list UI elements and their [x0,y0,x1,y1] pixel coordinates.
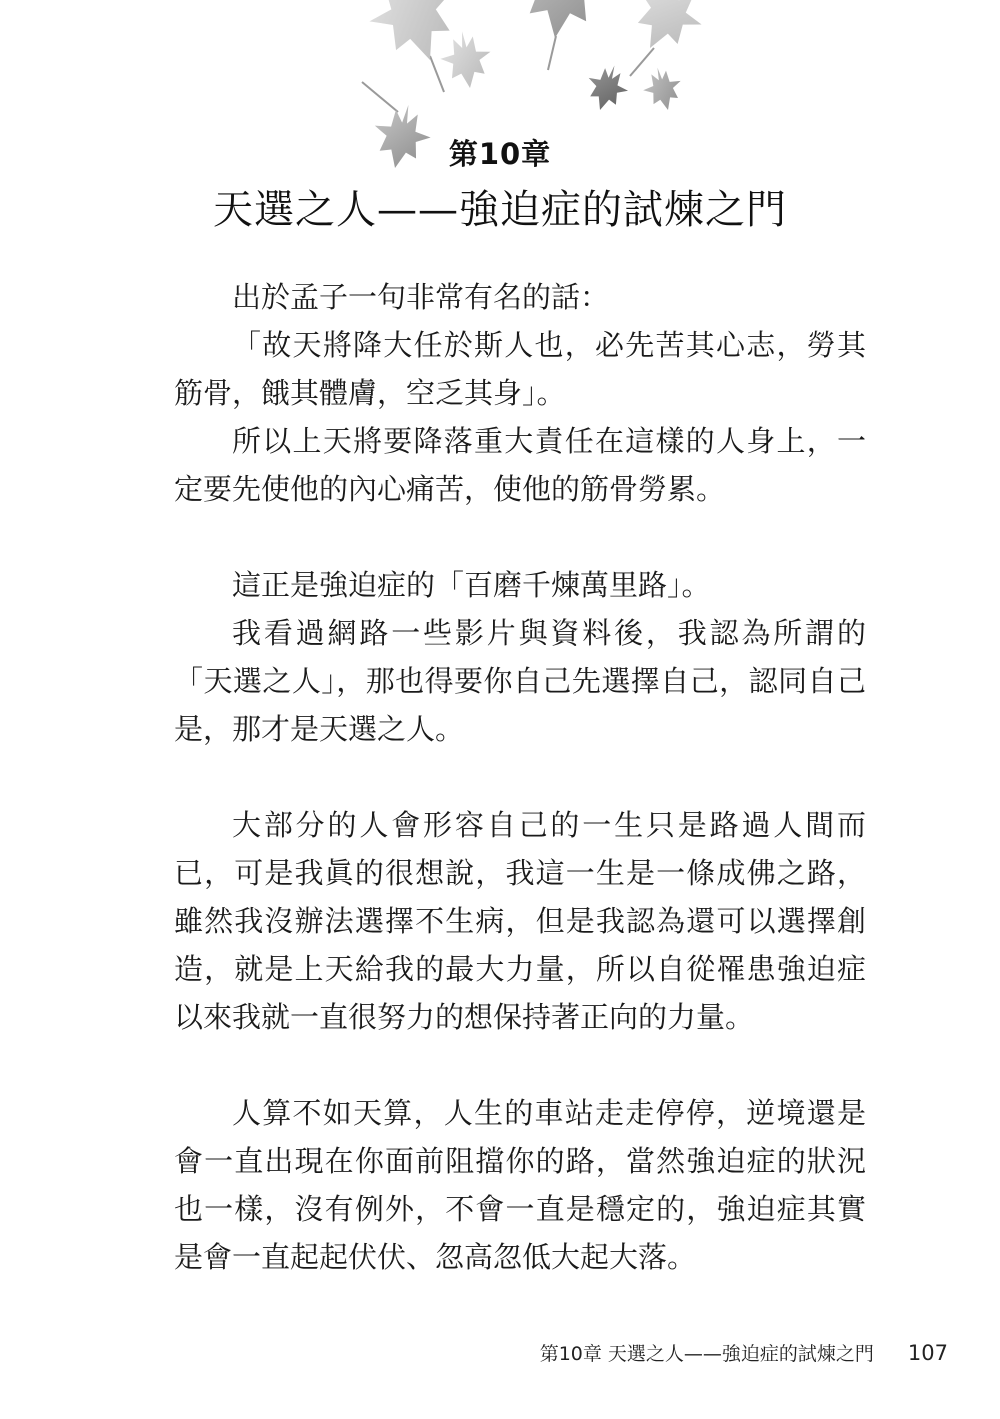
running-footer [540,1339,948,1366]
paragraph: 所以上天將要降落重大責任在這樣的人身上，一定要先使他的內心痛苦，使他的筋骨勞累。 [174,424,866,506]
paragraph: 大部分的人會形容自己的一生只是路過人間而已，可是我眞的很想說，我這一生是一條成佛之路，雖然我沒辦法選擇不生病，但是我認為還可以選擇創造，就是上天給我的最大力量，所以自從罹患強迫症以來我就一直很努力的想保持著正向的力量。 [174,808,866,1034]
chapter-body [174,273,866,1281]
page-number: 107 [907,1341,948,1365]
running-title: 第10章 天選之人——強迫症的試煉之門 [539,1343,874,1365]
paragraph: 出於孟子一句非常有名的話： [232,280,610,314]
paragraph: 「故天將降大任於斯人也，必先苦其心志，勞其筋骨，餓其體膚，空乏其身」。 [174,328,866,410]
chapter-number: 第10章 [448,137,552,171]
paragraph: 這正是強迫症的「百磨千煉萬里路」。 [232,568,711,602]
paragraph: 人算不如天算，人生的車站走走停停，逆境還是會一直出現在你面前阻擋你的路，當然強迫症的狀況也一樣，沒有例外，不會一直是穩定的，強迫症其實是會一直起起伏伏、忽高忽低大起大落。 [174,1096,866,1274]
paragraph: 我看過網路一些影片與資料後，我認為所謂的「天選之人」，那也得要你自己先選擇自己，認同自己是，那才是天選之人。 [174,616,866,746]
chapter-title: 天選之人——強迫症的試煉之門 [213,187,787,233]
